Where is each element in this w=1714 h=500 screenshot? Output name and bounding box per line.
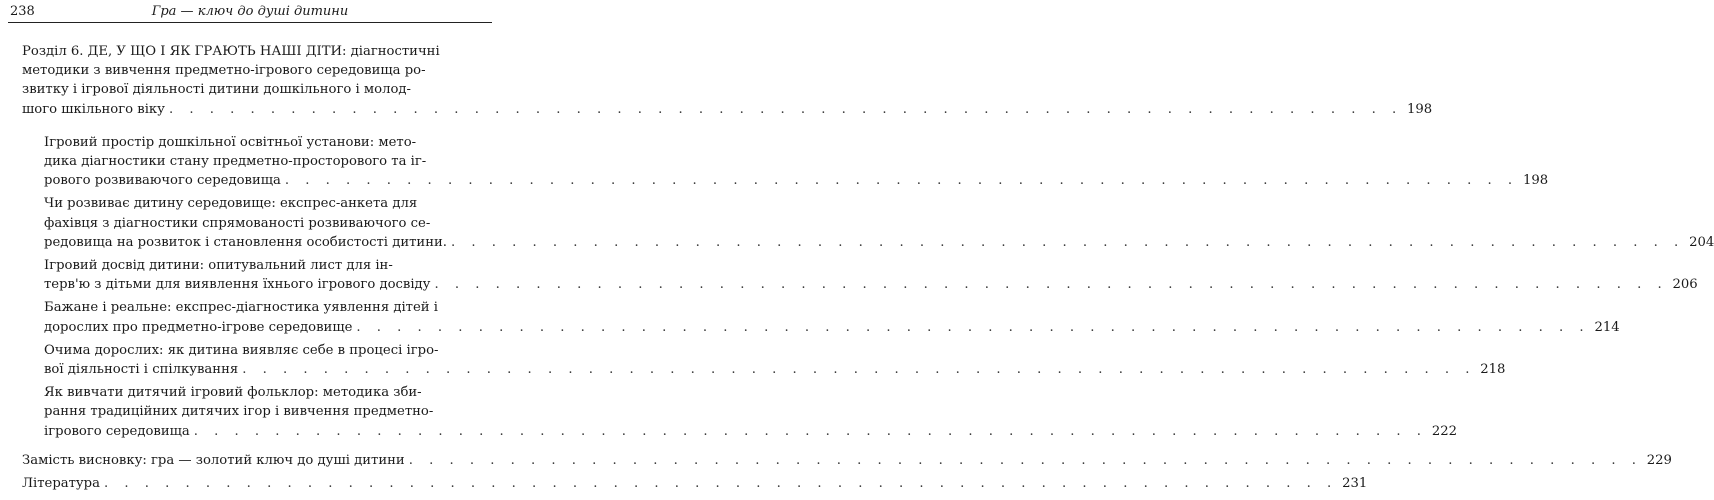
toc-entry-desired-and-real[interactable] — [44, 298, 1620, 336]
dot-leader: . . . . . . . . . . . . . . . . . . . . . . . . . . . . . . . . . . . . . . . . . . . . . . . . . . . . . . . . . . . . . — [434, 277, 1668, 293]
toc-entry-literature[interactable] — [22, 474, 1368, 493]
toc-line: Розділ 6. ДЕ, У ЩО І ЯК ГРАЮТЬ НАШІ ДІТИ: діагностичні — [22, 44, 440, 59]
toc-page-number: 198 — [1522, 173, 1549, 189]
toc-last-line — [44, 318, 1620, 337]
toc-entry-conclusion[interactable] — [22, 451, 1672, 470]
toc-line: Замість висновку: гра — золотий ключ до душі дитини — [22, 452, 405, 468]
toc-page-number: 214 — [1594, 319, 1620, 335]
toc-page-number: 231 — [1342, 476, 1368, 492]
toc-line: Очима дорослих: як дитина виявляє себе в процесі ігро- — [44, 342, 439, 358]
toc-line: дика діагностики стану предметно-просторового та іг- — [44, 154, 427, 170]
toc-section-6[interactable] — [22, 42, 1433, 119]
toc-last-line — [44, 275, 1698, 294]
toc-line: Чи розвиває дитину середовище: експрес-анкета для — [44, 196, 418, 212]
toc-last-line — [22, 474, 1368, 493]
toc-last-line — [44, 171, 1549, 190]
toc-line: методики з вивчення предметно-ігрового середовища ро- — [22, 63, 426, 79]
running-title: Гра — ключ до душі дитини — [151, 4, 349, 19]
dot-leader: . . . . . . . . . . . . . . . . . . . . . . . . . . . . . . . . . . . . . . . . . . . . . . . . . . . . . . . . . . . . . — [356, 319, 1590, 335]
toc-page-number: 198 — [1407, 101, 1433, 117]
dot-leader: . . . . . . . . . . . . . . . . . . . . . . . . . . . . . . . . . . . . . . . . . . . . . . . . . . . . . . . . . . . . . — [104, 476, 1338, 492]
dot-leader: . . . . . . . . . . . . . . . . . . . . . . . . . . . . . . . . . . . . . . . . . . . . . . . . . . . . . . . . . . . . . — [242, 362, 1476, 378]
toc-last-line — [44, 360, 1506, 379]
toc-line: дорослих про предметно-ігрове середовище — [44, 319, 353, 335]
toc-entry-adults-eyes[interactable] — [44, 341, 1506, 379]
page-header — [8, 4, 492, 23]
toc-line: фахівця з діагностики спрямованості розвиваючого се- — [44, 215, 431, 231]
toc-line: Ігровий простір дошкільної освітньої установи: мето- — [44, 134, 417, 150]
toc-line: звитку і ігрової діяльності дитини дошкільного і молод- — [22, 82, 411, 98]
dot-leader: . . . . . . . . . . . . . . . . . . . . . . . . . . . . . . . . . . . . . . . . . . . . . . . . . . . . . . . . . . . . . — [284, 173, 1519, 189]
toc-entry-play-folklore[interactable] — [44, 383, 1457, 441]
toc-page-number: 206 — [1672, 277, 1698, 293]
toc-line: Література — [22, 476, 100, 492]
toc-line: рового розвиваючого середовища — [44, 173, 281, 189]
toc-line: Бажане і реальне: експрес-діагностика уявлення дітей і — [44, 300, 438, 316]
toc-entry-play-experience[interactable] — [44, 256, 1698, 294]
toc-entry-play-space[interactable] — [44, 133, 1549, 191]
toc-line: Ігровий досвід дитини: опитувальний лист для ін- — [44, 258, 393, 274]
toc-last-line — [22, 451, 1672, 470]
toc-line: рання традиційних дитячих ігор і вивчення предметно- — [44, 404, 434, 420]
toc-page-number: 222 — [1431, 423, 1457, 439]
toc-line: шого шкільного віку — [22, 101, 165, 117]
dot-leader: . . . . . . . . . . . . . . . . . . . . . . . . . . . . . . . . . . . . . . . . . . . . . . . . . . . . . . . . . . . . . — [168, 101, 1403, 117]
table-of-contents — [22, 42, 1714, 493]
toc-page-number: 204 — [1689, 234, 1714, 250]
toc-page-number: 218 — [1480, 362, 1506, 378]
toc-last-line — [44, 233, 1714, 252]
toc-last-line — [22, 100, 1433, 119]
dot-leader: . . . . . . . . . . . . . . . . . . . . . . . . . . . . . . . . . . . . . . . . . . . . . . . . . . . . . . . . . . . . . — [408, 452, 1642, 468]
dot-leader: . . . . . . . . . . . . . . . . . . . . . . . . . . . . . . . . . . . . . . . . . . . . . . . . . . . . . . . . . . . . . — [193, 423, 1427, 439]
toc-line: Як вивчати дитячий ігровий фольклор: методика зби- — [44, 385, 422, 401]
toc-entry-environment-survey[interactable] — [44, 194, 1714, 252]
toc-line: вої діяльності і спілкування — [44, 362, 239, 378]
toc-line: редовища на розвиток і становлення особистості дитини. — [44, 234, 447, 250]
page-number: 238 — [10, 4, 35, 19]
toc-page-number: 229 — [1646, 452, 1672, 468]
dot-leader: . . . . . . . . . . . . . . . . . . . . . . . . . . . . . . . . . . . . . . . . . . . . . . . . . . . . . . . . . . . . . — [451, 234, 1685, 250]
toc-last-line — [44, 422, 1457, 441]
toc-line: ігрового середовища — [44, 423, 190, 439]
toc-line: терв'ю з дітьми для виявлення їхнього ігрового досвіду — [44, 277, 431, 293]
